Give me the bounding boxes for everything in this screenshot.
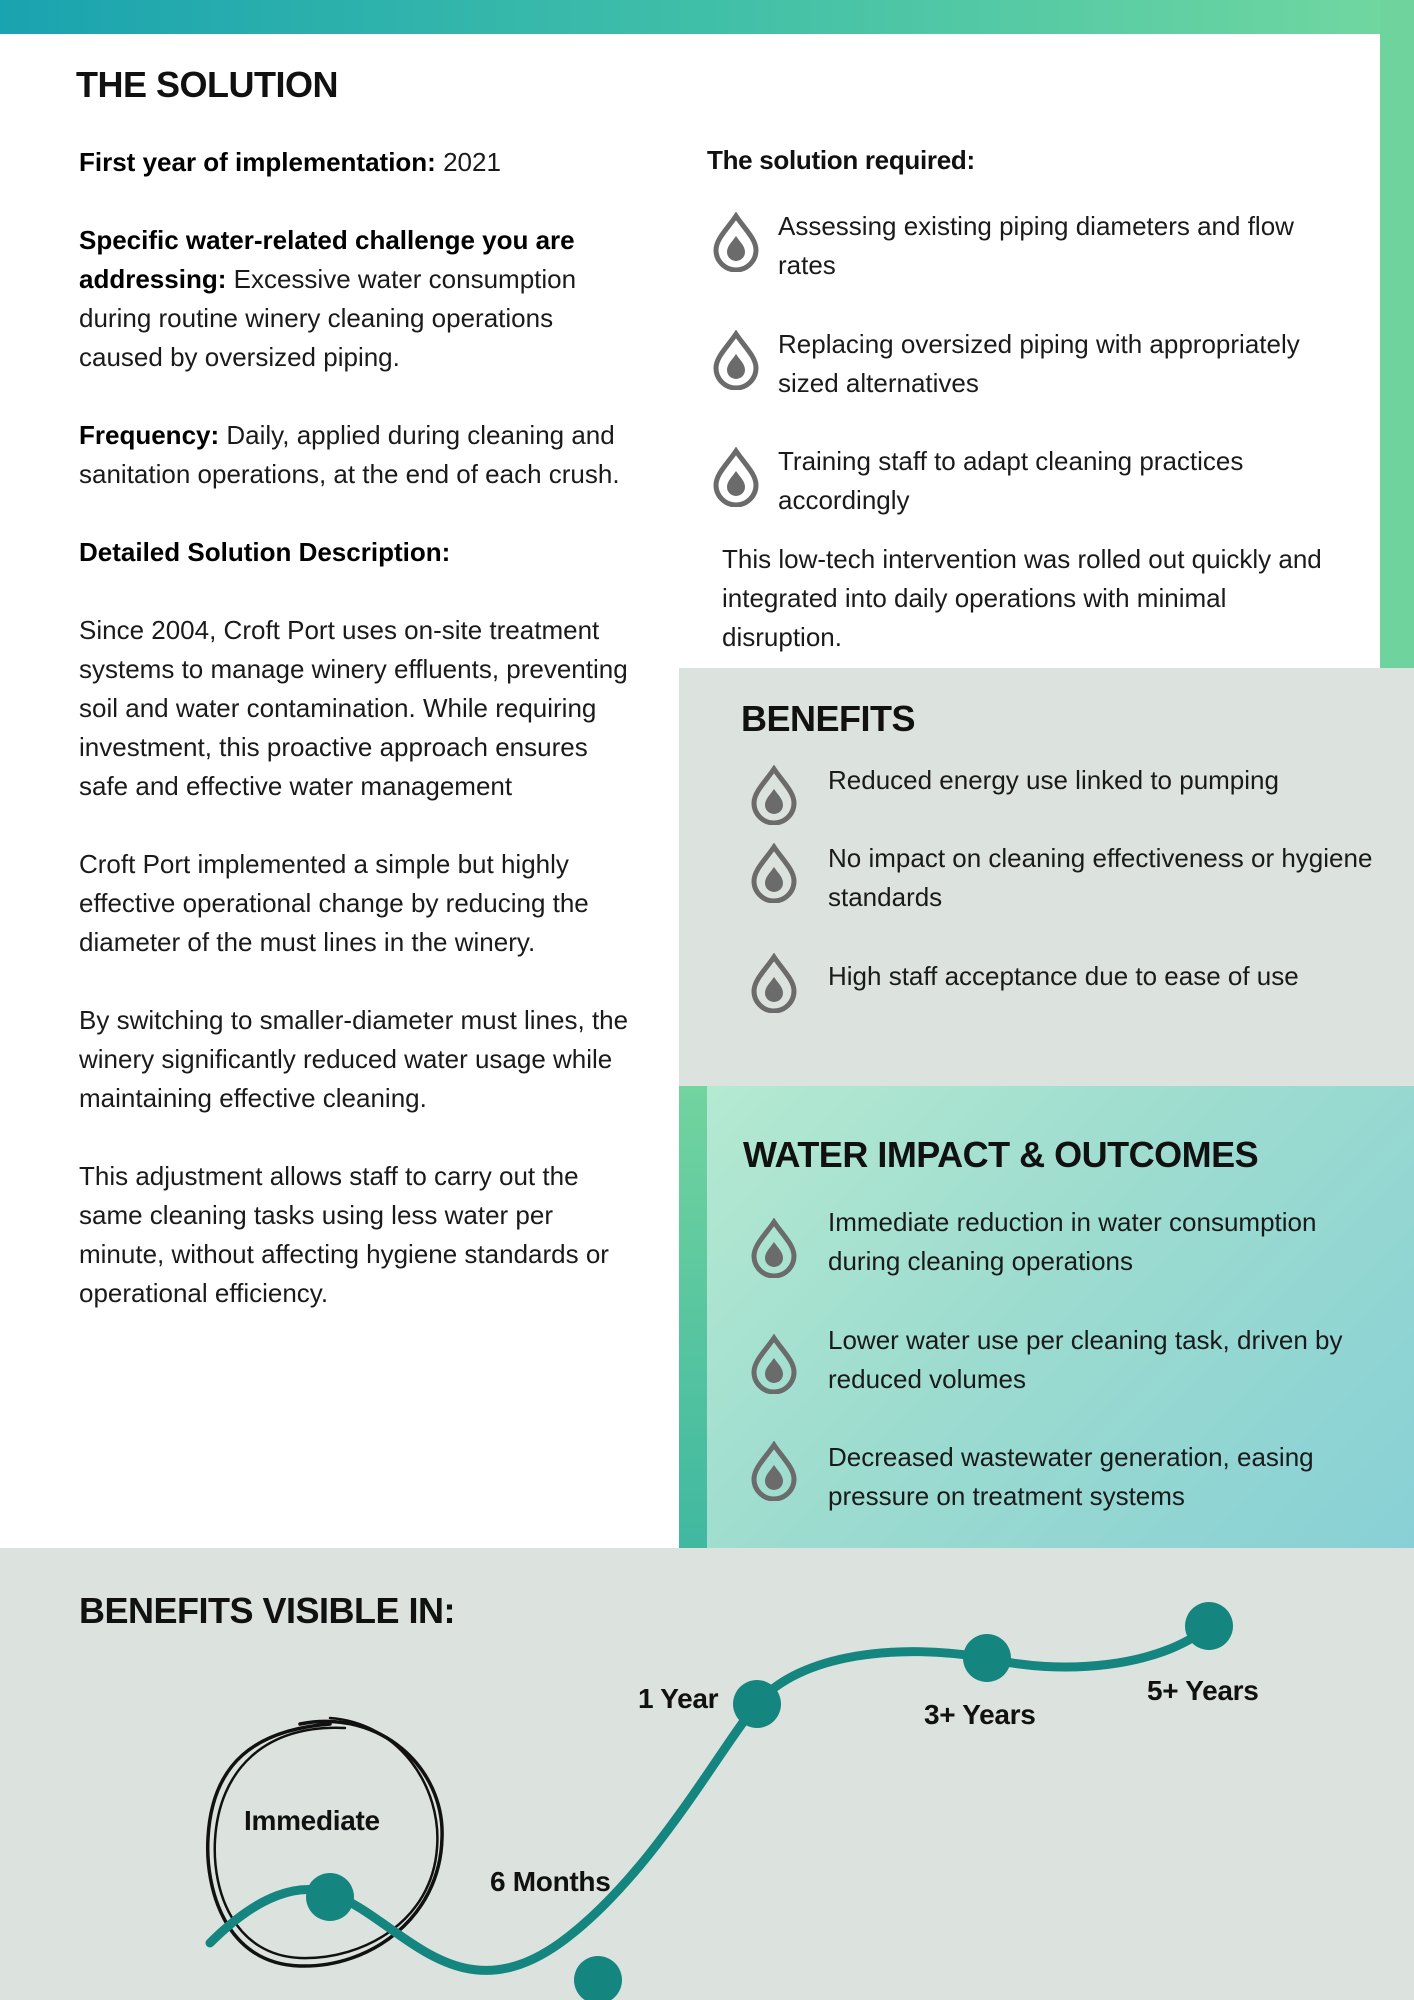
water-drop-icon xyxy=(748,1441,800,1501)
impact-accent-strip xyxy=(679,1086,707,1562)
description-label: Detailed Solution Description: xyxy=(79,537,451,567)
water-drop-icon xyxy=(710,447,762,507)
water-drop-icon xyxy=(748,1218,800,1278)
benefits-title: BENEFITS xyxy=(741,698,916,739)
water-drop-icon xyxy=(748,843,800,903)
first-year xyxy=(79,143,639,182)
timeline-point-6-months xyxy=(574,1956,622,2000)
frequency xyxy=(79,416,639,494)
timeline-label-5-years: 5+ Years xyxy=(1147,1675,1259,1706)
timeline-graphic xyxy=(0,1548,1414,2000)
challenge-value: Excessive water consumption during routine winery cleaning operations caused by oversized piping. xyxy=(79,264,577,372)
required-title: The solution required: xyxy=(707,145,975,175)
first-year-value: 2021 xyxy=(443,147,501,177)
timeline-point-1-year xyxy=(733,1680,781,1728)
top-gradient-bar xyxy=(0,0,1414,34)
description-paragraph: Since 2004, Croft Port uses on-site treatment systems to manage winery effluents, preventing soil and water contamination. While requiring investment, this proactive approach ensures safe and effective water management xyxy=(79,615,628,801)
required-item-text: Replacing oversized piping with appropriately sized alternatives xyxy=(778,329,1300,398)
description-paragraph: By switching to smaller-diameter must lines, the winery significantly reduced water usage while maintaining effective cleaning. xyxy=(79,1005,629,1113)
description-heading xyxy=(79,533,639,572)
impact-item-text: Decreased wastewater generation, easing pressure on treatment systems xyxy=(828,1442,1314,1511)
impact-item-text: Lower water use per cleaning task, driven by reduced volumes xyxy=(828,1325,1343,1394)
benefit-item-text: High staff acceptance due to ease of use xyxy=(828,961,1299,991)
timeline-point-3-years xyxy=(963,1634,1011,1682)
highlight-circle xyxy=(208,1718,442,1966)
water-drop-icon xyxy=(748,1334,800,1394)
description-paragraph: Croft Port implemented a simple but highly effective operational change by reducing the diameter of the must lines in the winery. xyxy=(79,849,589,957)
frequency-label: Frequency: xyxy=(79,420,220,450)
timeline-label-6-months: 6 Months xyxy=(490,1866,611,1897)
timeline-label-1-year: 1 Year xyxy=(638,1683,719,1714)
timeline-point-immediate xyxy=(306,1873,354,1921)
first-year-label: First year of implementation: xyxy=(79,147,436,177)
timeline-curve xyxy=(210,1626,1209,1970)
benefit-item-text: Reduced energy use linked to pumping xyxy=(828,765,1279,795)
challenge xyxy=(79,221,639,377)
water-drop-icon xyxy=(748,765,800,825)
water-drop-icon xyxy=(710,212,762,272)
challenge-label: Specific water-related challenge you are addressing: xyxy=(79,225,575,294)
frequency-value: Daily, applied during cleaning and sanitation operations, at the end of each crush. xyxy=(79,420,620,489)
required-item-text: Training staff to adapt cleaning practices accordingly xyxy=(778,446,1244,515)
water-drop-icon xyxy=(748,953,800,1013)
solution-title: THE SOLUTION xyxy=(76,64,338,105)
right-accent-strip xyxy=(1380,0,1414,668)
impact-item-text: Immediate reduction in water consumption during cleaning operations xyxy=(828,1207,1317,1276)
impact-title: WATER IMPACT & OUTCOMES xyxy=(743,1134,1259,1175)
timeline-label-immediate: Immediate xyxy=(244,1805,380,1836)
timeline-point-5-years xyxy=(1185,1602,1233,1650)
required-item-text: Assessing existing piping diameters and flow rates xyxy=(778,211,1294,280)
description-paragraph: This adjustment allows staff to carry out the same cleaning tasks using less water per minute, without affecting hygiene standards or operational efficiency. xyxy=(79,1161,609,1308)
timeline-title: BENEFITS VISIBLE IN: xyxy=(79,1590,456,1631)
solution-left-column xyxy=(79,143,639,1352)
water-drop-icon xyxy=(710,330,762,390)
timeline-label-3-years: 3+ Years xyxy=(924,1699,1036,1730)
benefit-item-text: No impact on cleaning effectiveness or hygiene standards xyxy=(828,843,1373,912)
required-summary: This low-tech intervention was rolled out quickly and integrated into daily operations with minimal disruption. xyxy=(722,544,1322,652)
